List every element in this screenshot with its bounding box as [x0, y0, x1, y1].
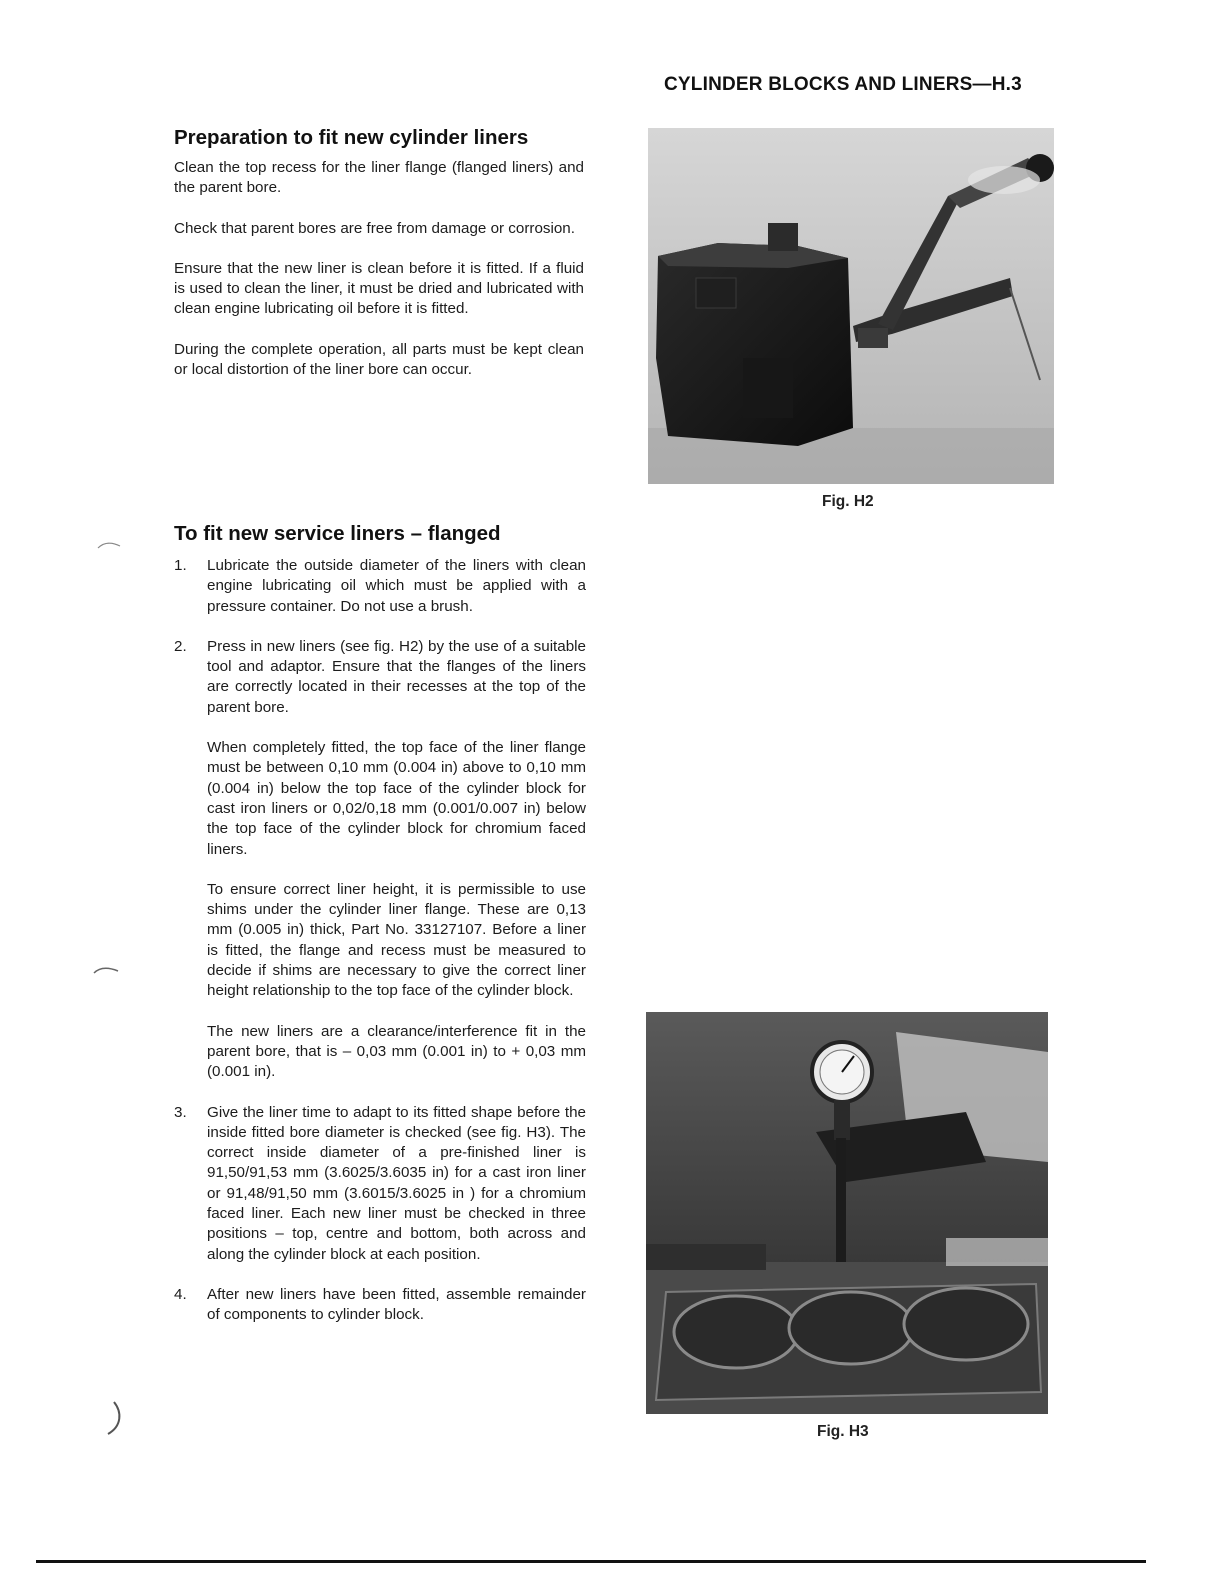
figure-h2-caption: Fig. H2	[822, 493, 874, 510]
bore-gauge-illustration	[646, 1012, 1048, 1414]
preparation-heading: Preparation to fit new cylinder liners	[174, 126, 529, 149]
step-number: 2.	[174, 637, 187, 655]
liner-press-illustration	[648, 128, 1054, 484]
step-1-paragraph-1: Lubricate the outside diameter of the liners with clean engine lubricating oil which must be applied with a pressure container. Do not use a brush.	[207, 557, 586, 615]
preparation-section	[174, 126, 584, 400]
step-number: 1.	[174, 557, 187, 574]
step-number: 4.	[174, 1285, 187, 1303]
procedure-list	[174, 556, 586, 1326]
fit-liners-heading: To fit new service liners – flanged	[174, 522, 501, 545]
figure-h3-photo	[646, 1012, 1048, 1414]
procedure-step-2	[174, 637, 586, 1083]
step-2-paragraph-2: When completely fitted, the top face of the liner flange must be between 0,10 mm (0.004 in) above to 0,10 mm (0.004 in) below the top face of the cylinder block for cast iron liners or 0,02/0,18 mm (0.001/0.007 in) below the top face of the cylinder block for chromium faced liners.	[207, 739, 586, 858]
preparation-paragraph-3: Ensure that the new liner is clean before it is fitted. If a fluid is used to clean the liner, it must be dried and lubricated with clean engine lubricating oil before it is fitted.	[174, 259, 584, 318]
step-3-paragraph-1: Give the liner time to adapt to its fitted shape before the inside fitted bore diameter is checked (see fig. H3). The correct inside diameter of a pre-finished liner is 91,50/91,53 mm (3.6025/3.6035 in) for a cast iron liner or 91,48/91,50 mm (3.6015/3.6025 in ) for a chromium faced liner. Each new liner must be checked in three positions – top, centre and bottom, both across and along the cylinder block at each position.	[207, 1103, 586, 1263]
step-4-paragraph-1: After new liners have been fitted, assemble remainder of components to cylinder block.	[207, 1285, 586, 1324]
footer-rule	[36, 1560, 1146, 1563]
step-2-paragraph-1: Press in new liners (see fig. H2) by the use of a suitable tool and adaptor. Ensure that the flanges of the liners are correctly located in their recesses at the top of the parent bore.	[207, 637, 586, 716]
figure-h3-caption-text: Fig. H3	[817, 1423, 869, 1440]
procedure-step-3	[174, 1103, 586, 1265]
procedure-step-1	[174, 556, 586, 617]
figure-h2-photo	[648, 128, 1054, 484]
procedure-step-4	[174, 1285, 586, 1326]
preparation-paragraph-2: Check that parent bores are free from damage or corrosion.	[174, 219, 575, 237]
binder-hole-mark-icon	[100, 1398, 124, 1438]
step-2-paragraph-3: To ensure correct liner height, it is permissible to use shims under the cylinder liner flange. These are 0,13 mm (0.005 in) thick, Part No. 33127107. Before a liner is fitted, the flange and recess must be measured to decide if shims are necessary to give the correct liner height relationship to the top face of the cylinder block.	[207, 880, 586, 1000]
figure-h3-caption	[817, 1423, 869, 1441]
margin-mark-icon	[92, 965, 122, 977]
preparation-paragraph-1: Clean the top recess for the liner flange (flanged liners) and the parent bore.	[174, 159, 584, 197]
page-header-title: CYLINDER BLOCKS AND LINERS—H.3	[664, 74, 1022, 95]
step-2-paragraph-4: The new liners are a clearance/interference fit in the parent bore, that is – 0,03 mm (0.001 in) to + 0,03 mm (0.001 in).	[207, 1022, 586, 1081]
margin-mark-icon	[96, 540, 126, 552]
preparation-paragraph-4: During the complete operation, all parts must be kept clean or local distortion of the liner bore can occur.	[174, 340, 584, 379]
step-number: 3.	[174, 1103, 187, 1121]
fit-liners-section	[174, 522, 586, 1346]
